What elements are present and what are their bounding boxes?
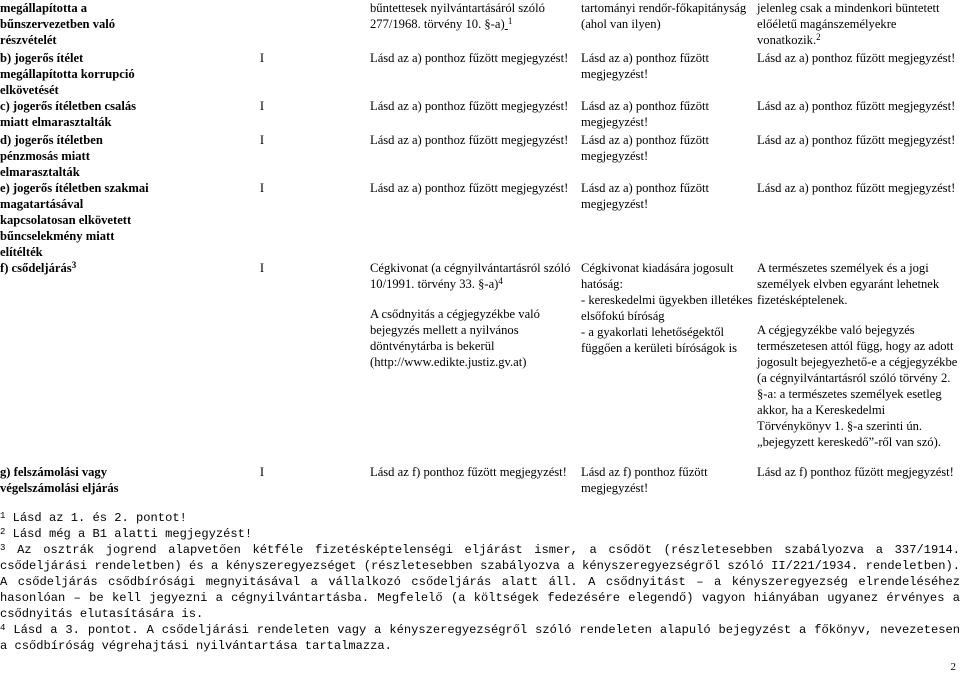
row-notes: jelenleg csak a mindenkori büntetett előéletű magánszemélyekre vonatkozik.$^2$ [757,1,940,47]
row-mark: I [259,133,265,147]
row-category: b) jogerős ítélet megállapította korrupció elkövetését [0,51,135,97]
row-mark: I [259,51,265,65]
row-notes: A természetes személyek és a jogi személyek elvben egyaránt lehetnek fizetésképtelenek. A cégjegyzékbe való bejegyzés természetesen attól függ, hogy az adott jogosult bejegyezhető-e a cégjegyzékbe (a cégnyilvántartásról szóló törvény 2. §-a: a természetes személyek esetleg akkor, ha a Kereskedelmi Törvénykönyv 1. §-a szerinti ún. „bejegyzett kereskedő”-ről van szó). [757,261,958,449]
row-mark: I [259,99,265,113]
footnote-2: $^2$ Lásd még a B1 alatti megjegyzést! [0,527,253,541]
table-row [0,180,960,260]
footnotes [0,510,960,654]
row-source: Lásd az a) ponthoz fűzött megjegyzést! [370,133,569,147]
table-row [0,260,960,464]
row-authority: Lásd az a) ponthoz fűzött megjegyzést! [581,51,709,81]
page-number: 2 [950,661,956,673]
row-authority: Lásd az a) ponthoz fűzött megjegyzést! [581,181,709,211]
row-authority: Lásd az a) ponthoz fűzött megjegyzést! [581,99,709,129]
row-notes: Lásd az a) ponthoz fűzött megjegyzést! [757,181,956,195]
row-mark: I [259,181,265,195]
row-mark: I [259,465,265,479]
row-authority: Cégkivonat kiadására jogosult hatóság: - kereskedelmi ügyekben illetékes elsőfokú bíróság - a gyakorlati lehetőségektől függően a kerületi bíróságok is [581,261,753,355]
row-source: Lásd az a) ponthoz fűzött megjegyzést! [370,181,569,195]
row-source: bűntettesek nyilvántartásáról szóló 277/1968. törvény 10. §-a) $^1$ [370,1,545,31]
row-mark: I [259,261,265,275]
row-source: Lásd az a) ponthoz fűzött megjegyzést! [370,51,569,65]
table-row [0,464,960,504]
row-notes: Lásd az a) ponthoz fűzött megjegyzést! [757,133,956,147]
row-authority: Lásd az f) ponthoz fűzött megjegyzést! [581,465,708,495]
row-notes: Lásd az a) ponthoz fűzött megjegyzést! [757,99,956,113]
row-authority: Lásd az a) ponthoz fűzött megjegyzést! [581,133,709,163]
row-notes: Lásd az f) ponthoz fűzött megjegyzést! [757,465,954,479]
row-category: c) jogerős ítéletben csalás miatt elmarasztalták [0,99,137,129]
row-category: f) csődeljárás$^3$ [0,260,77,275]
row-category: megállapította a bűnszervezetben való részvételét [0,1,116,47]
row-source: Lásd az a) ponthoz fűzött megjegyzést! [370,99,569,113]
row-notes: Lásd az a) ponthoz fűzött megjegyzést! [757,51,956,65]
footnote-4: $^4$ Lásd a 3. pontot. A csődeljárási rendeleten vagy a kényszeregyezségről szóló rendeleten alapuló bejegyzést a főkönyv, nevezetesen a csődbíróság végrehajtási nyilvántartása tartalmazza. [0,623,960,653]
row-category: e) jogerős ítéletben szakmai magatartásával kapcsolatosan elkövetett bűncselekmény miatt elítélték [0,181,149,259]
table-row [0,132,960,180]
row-category: d) jogerős ítéletben pénzmosás miatt elmarasztalták [0,133,103,179]
row-source-extra: A csődnyitás a cégjegyzékbe való bejegyzés mellett a nyilvános döntvénytárba is bekerül (http://www.edikte.justiz.gv.at) [370,307,540,369]
row-category: g) felszámolási vagy végelszámolási eljárás [0,465,119,495]
table-row [0,0,960,50]
table-row [0,98,960,132]
footnote-3: $^3$ Az osztrák jogrend alapvetően kétféle fizetésképtelenségi eljárást ismer, a csődöt (részletesebben szabályozva a 337/1914. csődeljárási rendeletben) és a kényszeregyezséget (részletesebben szabályozva a kényszeregyezségről szóló II/221/1934. rendeletben). A csődeljárás csődbírósági megnyitásával a vállalkozó csődeljárás alatt áll. A csődnyitást – a kényszeregyezség elrendeléséhez hasonlóan – be kell jegyezni a cégnyilvántartásba. Megfelelő (a költségek fedezésére elegendő) vagyon hiányában ugyanez érvényes a csődnyitás elutasítására is. [0,543,960,621]
row-authority: tartományi rendőr-főkapitányság (ahol van ilyen) [581,1,747,31]
footnote-ref[interactable]: 3 [71,260,77,270]
row-notes-extra: A cégjegyzékbe való bejegyzés természetesen attól függ, hogy az adott jogosult bejegyezhető-e a cégjegyzékbe (a cégnyilvántartásról szóló törvény 2. §-a: a természetes személyek esetleg akkor, ha a Kereskedelmi Törvénykönyv 1. §-a szerinti ún. „bejegyzett kereskedő”-ről van szó). [757,323,958,449]
footnote-ref[interactable]: 2 [816,32,821,42]
row-source: Cégkivonat (a cégnyilvántartásról szóló 10/1991. törvény 33. §-a)$^4$ A csődnyitás a cégjegyzékbe való bejegyzés mellett a nyilvános döntvénytárba is bekerül (http://www.edikte.justiz.gv.at) [368,260,579,464]
footnote-1: $^1$ Lásd az 1. és 2. pontot! [0,511,187,525]
footnote-ref[interactable]: 1 [507,16,513,26]
footnote-ref[interactable]: 4 [498,276,503,286]
table-row [0,50,960,98]
row-mark [156,0,368,50]
row-source: Lásd az f) ponthoz fűzött megjegyzést! [370,465,567,479]
